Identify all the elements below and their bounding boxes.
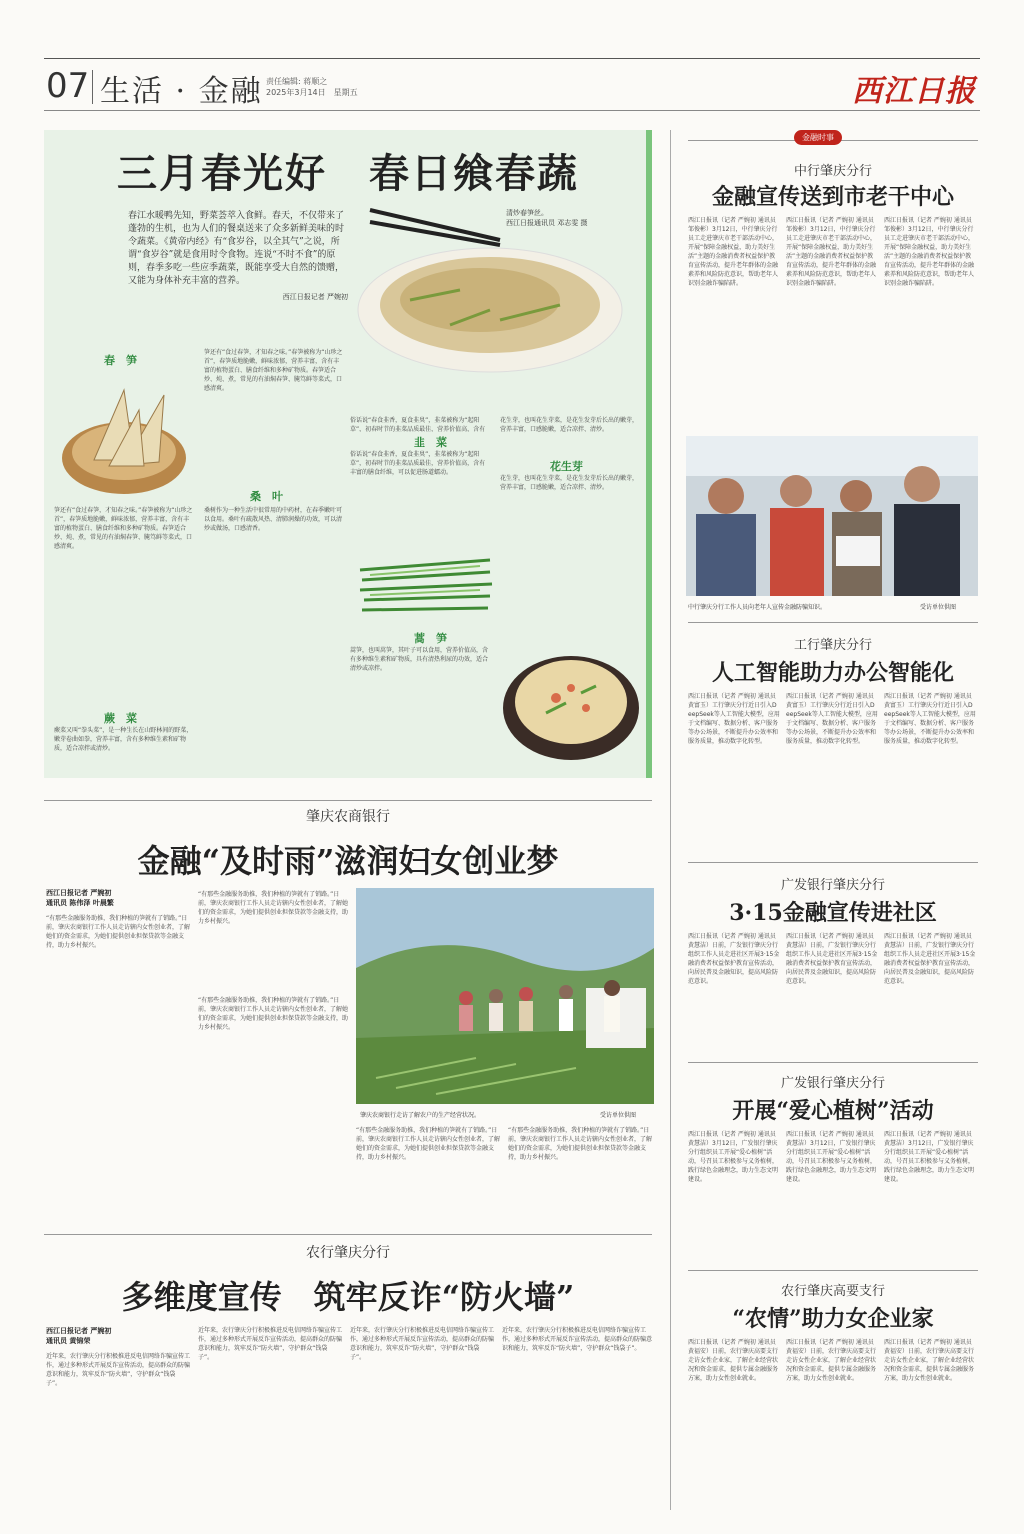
abc-headline: 多维度宣传 筑牢反诈“防火墙”: [121, 1278, 575, 1316]
icbc-text-1: 西江日报讯（记者 严婉初 通讯员 黄富玉）工行肇庆分行近日引入DeepSeek等人工智能大模型，应用于文档编写、数据分析、客户服务等办公场景，不断提升办公效率和服务质量，推动数字化转型。: [688, 693, 780, 745]
stir-fry-pot-photo: [496, 638, 646, 768]
cgb315-kicker: 广发银行肇庆分行: [780, 878, 885, 893]
rule-rural-bottom: [44, 1234, 652, 1235]
rural-photo-credit: 受访单位供图: [600, 1112, 637, 1119]
abc-byline: 西江日报记者 严婉初 通讯员 黄锦荣: [46, 1327, 112, 1345]
rural-text-4: “有那些金融服务助推，我们种植的笋就有了销路。”日前，肇庆农商银行工作人员走访辖内女性创业者，了解她们的资金需求，为她们提供创业担保贷款等金融支持，助力乡村振兴。: [356, 1127, 500, 1161]
boc-photo-caption: 中行肇庆分行工作人员向老年人宣传金融防骗知识。: [688, 604, 827, 611]
date-line: 2025年3月14日 星期五: [266, 88, 358, 97]
spring-photo-caption-text: 清炒春笋丝。: [506, 209, 548, 217]
cgbtree-kicker: 广发银行肇庆分行: [780, 1076, 885, 1091]
cgbtree-text-2: 西江日报讯（记者 严婉初 通讯员 黄慧洁）3月12日，广发银行肇庆分行组织员工开展“爱心植树”活动，号召员工积极参与义务植树，践行绿色金融理念，助力生态文明建设。: [786, 1131, 877, 1183]
section-head-bracken: 蕨 菜: [104, 712, 137, 725]
section-head-spring-shoots: 春 笋: [104, 354, 137, 367]
boc-kicker: 中行肇庆分行: [793, 164, 872, 179]
cgb315-headline: 3·15金融宣传进社区: [729, 900, 937, 926]
section-head-lettuce-stem: 蒿 笋: [414, 632, 447, 645]
rural-text-3: “有那些金融服务助推，我们种植的笋就有了销路。”日前，肇庆农商银行工作人员走访辖内女性创业者，了解她们的资金需求，为她们提供创业担保贷款等金融支持，助力乡村振兴。: [198, 997, 348, 1031]
rural-photo-caption: 肇庆农商银行走访了解农户的生产经营状况。: [360, 1112, 481, 1119]
column-divider: [670, 130, 671, 1510]
spring-feature-title: 三月春光好 春日飨春蔬: [117, 150, 579, 197]
rural-byline: 西江日报记者 严婉初 通讯员 陈伟泽 叶晨繁: [46, 889, 114, 907]
section-head-mulberry: 桑 叶: [250, 490, 283, 503]
text-lettuce-stem: 蒿笋，也叫莴笋，其叶子可以食用，营养价值高，含有多种维生素和矿物质，具有清热利尿的功效，适合清炒或凉拌。: [350, 647, 489, 672]
text-peanut-sprouts: 花生芽，也叫花生芽菜，是花生发芽后长出的嫩芽，营养丰富，口感脆嫩，适合凉拌、清炒。: [500, 475, 639, 491]
icbc-headline: 人工智能助力办公智能化: [711, 660, 954, 686]
header-rule: [44, 58, 980, 59]
boc-text-1: 西江日报讯（记者 严婉初 通讯员 邹俊彬）3月12日，中行肇庆分行员工走进肇庆市老干部活动中心，开展“保障金融权益，助力美好生活”主题的金融消费者权益保护教育宣传活动，提升老年群体的金融素养和风险防范意识，帮助老年人识别金融诈骗陷阱。: [688, 217, 779, 287]
cgb315-text-3: 西江日报讯（记者 严婉初 通讯员 黄慧洁）日前，广发银行肇庆分行组织工作人员走进社区开展3·15金融消费者权益保护教育宣传活动，向居民普及金融知识，提高风险防范意识。: [884, 933, 976, 985]
icbc-text-2: 西江日报讯（记者 严婉初 通讯员 黄富玉）工行肇庆分行近日引入DeepSeek等人工智能大模型，应用于文档编写、数据分析、客户服务等办公场景，不断提升办公效率和服务质量，推动数字化转型。: [786, 693, 878, 745]
rural-text-2: “有那些金融服务助推，我们种植的笋就有了销路。”日前，肇庆农商银行工作人员走访辖内女性创业者，了解她们的资金需求，为她们提供创业担保贷款等金融支持，助力乡村振兴。: [198, 891, 348, 925]
rural-photo: [356, 888, 654, 1104]
abcgy-text-2: 西江日报讯（记者 严婉初 通讯员 黄福安）日前，农行肇庆高要支行走访女性企业家，了解企业经营状况和资金需求，提供专属金融服务方案，助力女性创业就业。: [786, 1339, 877, 1382]
rule-rural-top: [44, 800, 652, 801]
chives-photo: [350, 540, 500, 630]
abc-text-1: 近年来，农行肇庆分行积极推进反电信网络诈骗宣传工作，通过多种形式开展反诈宣传活动，提高群众的防骗意识和能力，筑牢反诈“防火墙”，守护群众“钱袋子”。: [46, 1353, 190, 1387]
spring-byline: 西江日报记者 严婉初: [282, 293, 348, 301]
spring-photo-caption: [506, 208, 587, 228]
abcgy-kicker: 农行肇庆高要支行: [780, 1284, 885, 1299]
boc-photo: [686, 436, 978, 596]
editor-line: 责任编辑: 蒋顺之: [266, 77, 328, 86]
rule-cgb315: [688, 1062, 978, 1063]
boc-text-3: 西江日报讯（记者 严婉初 通讯员 邹俊彬）3月12日，中行肇庆分行员工走进肇庆市老干部活动中心，开展“保障金融权益，助力美好生活”主题的金融消费者权益保护教育宣传活动，提升老年群体的金融素养和风险防范意识，帮助老年人识别金融诈骗陷阱。: [884, 217, 975, 287]
header-meta: [266, 76, 358, 98]
section-head-chives: 韭 菜: [414, 436, 447, 449]
rural-text-5: “有那些金融服务助推，我们种植的笋就有了销路。”日前，肇庆农商银行工作人员走访辖内女性创业者，了解她们的资金需求，为她们提供创业担保贷款等金融支持，助力乡村振兴。: [508, 1127, 652, 1161]
abcgy-text-3: 西江日报讯（记者 严婉初 通讯员 黄福安）日前，农行肇庆高要支行走访女性企业家，了解企业经营状况和资金需求，提供专属金融服务方案，助力女性创业就业。: [884, 1339, 975, 1382]
icbc-kicker: 工行肇庆分行: [793, 638, 872, 653]
cgbtree-text-3: 西江日报讯（记者 严婉初 通讯员 黄慧洁）3月12日，广发银行肇庆分行组织员工开展“爱心植树”活动，号召员工积极参与义务植树，践行绿色金融理念，助力生态文明建设。: [884, 1131, 975, 1183]
rural-kicker: 肇庆农商银行: [306, 809, 390, 825]
abc-kicker: 农行肇庆分行: [306, 1245, 390, 1261]
page-number: 07: [46, 66, 90, 106]
text-peanut-top: 花生芽，也叫花生芽菜，是花生发芽后长出的嫩芽，营养丰富，口感脆嫩，适合凉拌、清炒。: [500, 417, 639, 433]
rule-cgbtree: [688, 1270, 978, 1271]
spring-intro: [128, 210, 348, 304]
boc-headline: 金融宣传送到市老干中心: [711, 184, 954, 210]
text-spring-shoots-b: 笋还有“食过春笋，才知春之味。”春笋被称为“山珍之首”，春笋质地脆嫩，鲜味浓郁，营养丰富，含有丰富的植物蛋白、膳食纤维和多种矿物质。春笋适合炒、炖、煮，常见的有油焖春笋、腌笃鲜等菜式，口感清爽。: [54, 507, 193, 550]
spring-photo-credit: 西江日报通讯员 邓志雯 摄: [506, 219, 588, 227]
rural-text-1: “有那些金融服务助推，我们种植的笋就有了销路。”日前，肇庆农商银行工作人员走访辖内女性创业者，了解她们的资金需求，为她们提供创业担保贷款等金融支持，助力乡村振兴。: [46, 915, 190, 949]
boc-photo-credit: 受访单位供图: [920, 604, 957, 611]
abc-text-4: 近年来，农行肇庆分行积极推进反电信网络诈骗宣传工作，通过多种形式开展反诈宣传活动，提高群众的防骗意识和能力，筑牢反诈“防火墙”，守护群众“钱袋子”。: [502, 1327, 652, 1352]
cgbtree-headline: 开展“爱心植树”活动: [732, 1098, 934, 1124]
section-name: 生活 · 金融: [100, 74, 263, 109]
cgb315-text-2: 西江日报讯（记者 严婉初 通讯员 黄慧洁）日前，广发银行肇庆分行组织工作人员走进社区开展3·15金融消费者权益保护教育宣传活动，向居民普及金融知识，提高风险防范意识。: [786, 933, 878, 985]
header-rule-bottom: [44, 110, 980, 111]
abcgy-headline: “农情”助力女企业家: [732, 1306, 934, 1332]
flag-tag: 金融时事: [794, 130, 842, 145]
text-spring-shoots-a: 笋还有“食过春笋，才知春之味。”春笋被称为“山珍之首”，春笋质地脆嫩，鲜味浓郁，营养丰富，含有丰富的植物蛋白、膳食纤维和多种矿物质。春笋适合炒、炖、煮，常见的有油焖春笋、腌笃鲜等菜式，口感清爽。: [204, 349, 343, 392]
shredded-bamboo-dish-photo: [350, 200, 650, 380]
text-bracken: 蕨菜又叫“拳头菜”，是一种生长在山野林间的野菜，嫩芽卷曲如拳，营养丰富，含有多种维生素和矿物质，适合凉拌或清炒。: [54, 727, 193, 752]
cgb315-text-1: 西江日报讯（记者 严婉初 通讯员 黄慧洁）日前，广发银行肇庆分行组织工作人员走进社区开展3·15金融消费者权益保护教育宣传活动，向居民普及金融知识，提高风险防范意识。: [688, 933, 780, 985]
spring-feature-box: [44, 130, 652, 778]
header-divider: [92, 70, 93, 104]
icbc-text-3: 西江日报讯（记者 严婉初 通讯员 黄富玉）工行肇庆分行近日引入DeepSeek等人工智能大模型，应用于文档编写、数据分析、客户服务等办公场景，不断提升办公效率和服务质量，推动数字化转型。: [884, 693, 976, 745]
abc-text-3: 近年来，农行肇庆分行积极推进反电信网络诈骗宣传工作，通过多种形式开展反诈宣传活动，提高群众的防骗意识和能力，筑牢反诈“防火墙”，守护群众“钱袋子”。: [350, 1327, 494, 1361]
boc-text-2: 西江日报讯（记者 严婉初 通讯员 邹俊彬）3月12日，中行肇庆分行员工走进肇庆市老干部活动中心，开展“保障金融权益，助力美好生活”主题的金融消费者权益保护教育宣传活动，提升老年群体的金融素养和风险防范意识，帮助老年人识别金融诈骗陷阱。: [786, 217, 877, 287]
rural-headline: 金融“及时雨”滋润妇女创业梦: [137, 842, 559, 880]
abcgy-text-1: 西江日报讯（记者 严婉初 通讯员 黄福安）日前，农行肇庆高要支行走访女性企业家，了解企业经营状况和资金需求，提供专属金融服务方案，助力女性创业就业。: [688, 1339, 779, 1382]
bamboo-shoots-photo: [54, 370, 194, 500]
masthead-logo: 西江日报: [852, 74, 976, 109]
text-chives-top: 俗话说“春食韭香，夏食韭臭”，韭菜被称为“起阳草”，初春时节的韭菜品质最佳，营养价值高，含有: [350, 417, 486, 432]
spring-intro-text: 春江水暖鸭先知，野菜荟萃入食鲜。春天，不仅带来了蓬勃的生机，也为人们的餐桌送来了众多新鲜美味的时令蔬菜。《黄帝内经》有“食岁谷，以全其气”之说，所谓“食岁谷”就是食用时令食物。连说“不时不食”的原则，春季多吃一些应季蔬菜，既能享受大自然的馈赠，又能为身体补充丰富的营养。: [128, 211, 345, 286]
rule-boc: [688, 622, 978, 623]
section-head-peanut-sprouts: 花生芽: [550, 460, 583, 473]
cgbtree-text-1: 西江日报讯（记者 严婉初 通讯员 黄慧洁）3月12日，广发银行肇庆分行组织员工开展“爱心植树”活动，号召员工积极参与义务植树，践行绿色金融理念，助力生态文明建设。: [688, 1131, 779, 1183]
abc-text-2: 近年来，农行肇庆分行积极推进反电信网络诈骗宣传工作，通过多种形式开展反诈宣传活动，提高群众的防骗意识和能力，筑牢反诈“防火墙”，守护群众“钱袋子”。: [198, 1327, 342, 1361]
text-mulberry: 桑树作为一种生活中很常用的中药材，在春季嫩叶可以食用。桑叶有疏散风热、清肺润燥的功效，可以清炒或做汤，口感清香。: [204, 507, 343, 532]
rule-icbc: [688, 862, 978, 863]
text-chives: 俗话说“春食韭香，夏食韭臭”，韭菜被称为“起阳草”，初春时节的韭菜品质最佳，营养价值高，含有丰富的膳食纤维，可以促进肠道蠕动。: [350, 451, 486, 476]
